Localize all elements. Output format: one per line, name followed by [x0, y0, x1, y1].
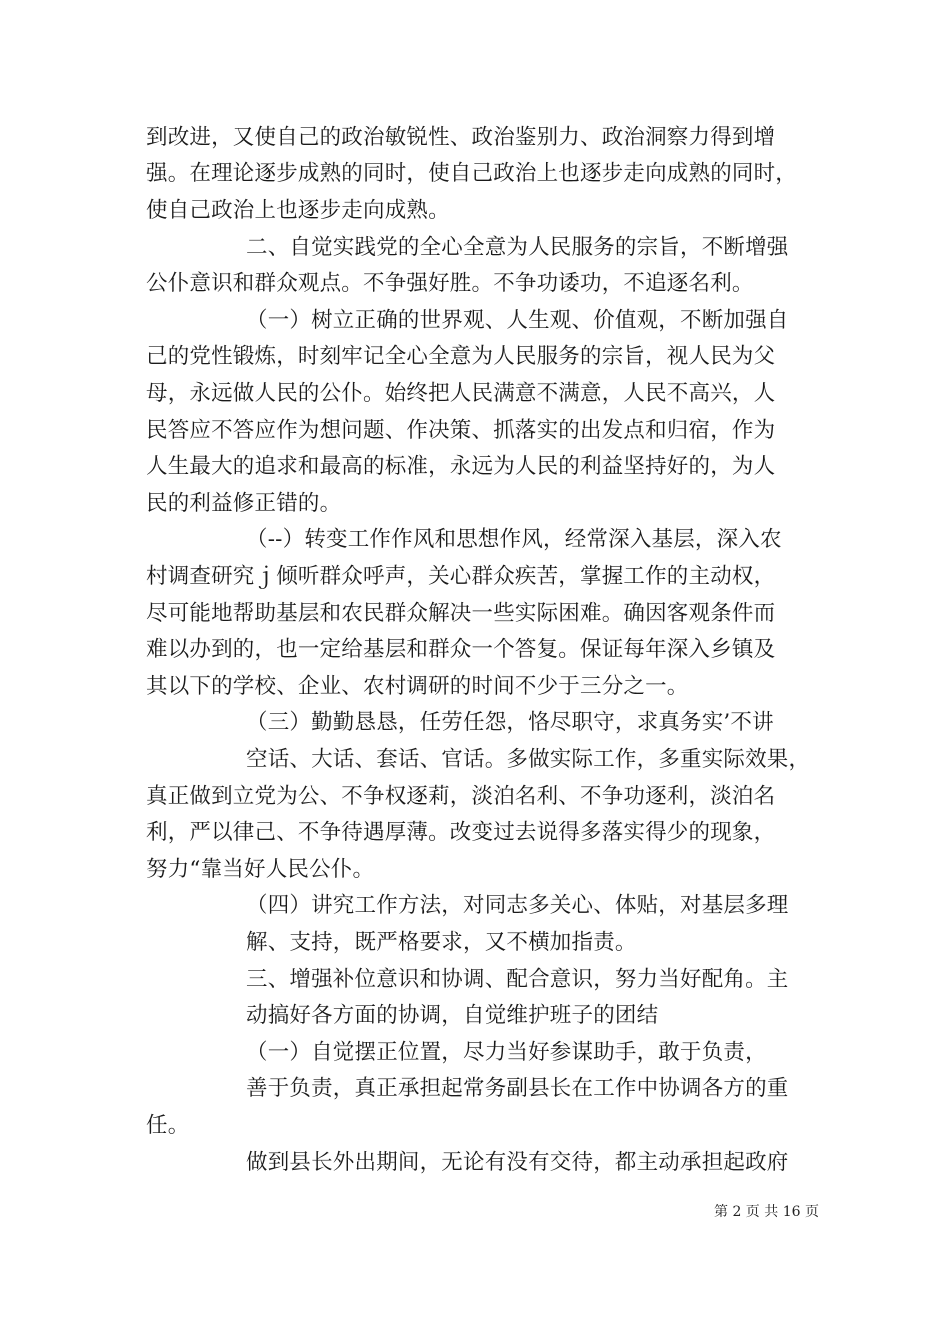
text-line-29: 做到县长外出期间，无论有没有交待，都主动承担起政府 [246, 1150, 789, 1175]
text-line-7: 己的党性锻炼，时刻牢记全心全意为人民服务的宗旨，视人民为父 [146, 344, 776, 369]
text-line-27: 善于负责，真正承担起常务副县长在工作中协调各方的重 [246, 1076, 789, 1101]
text-line-21: 努力“靠当好人民公仆。 [146, 857, 375, 882]
text-line-5: 公仆意识和群众观点。不争强好胜。不争功诿功，不追逐名利。 [146, 271, 754, 296]
text-line-2: 强。在理论逐步成熟的同时，使自己政治上也逐步走向成熟的同时， [146, 161, 798, 186]
text-line-20: 利，严以律己、不争待遇厚薄。改变过去说得多落实得少的现象， [146, 820, 776, 845]
text-line-11: 民的利益修正错的。 [146, 491, 342, 516]
text-line-3: 使自己政治上也逐步走向成熟。 [146, 198, 450, 223]
text-line-28: 任。 [146, 1113, 190, 1138]
page-number-footer: 第 2 页 共 16 页 [714, 1204, 819, 1220]
text-line-8: 母，永远做人民的公仆。始终把人民满意不满意，人民不高兴，人 [146, 381, 776, 406]
text-line-23: 解、支持，既严格要求，又不横加指责。 [246, 930, 637, 955]
text-line-13: 村调查研究ｊ倾听群众呼声，关心群众疾苦，掌握工作的主动权， [146, 564, 776, 589]
text-line-1: 到改进，又使自己的政治敏锐性、政治鉴别力、政治洞察力得到增 [146, 125, 776, 150]
text-line-14: 尽可能地帮助基层和农民群众解决一些实际困难。确因客观条件而 [146, 601, 776, 626]
text-line-25: 动搞好各方面的协调，自觉维护班子的团结 [246, 1003, 659, 1028]
text-line-18: 空话、大话、套话、官话。多做实际工作，多重实际效果， [246, 747, 811, 772]
text-line-10: 人生最大的追求和最高的标准，永远为人民的利益坚持好的，为人 [146, 454, 776, 479]
text-line-15: 难以办到的，也一定给基层和群众一个答复。保证每年深入乡镇及 [146, 637, 776, 662]
text-line-12: （--）转变工作作风和思想作风，经常深入基层，深入农 [246, 527, 782, 552]
text-line-9: 民答应不答应作为想问题、作决策、抓落实的出发点和归宿，作为 [146, 418, 776, 443]
text-line-22: （四）讲究工作方法，对同志多关心、体贴，对基层多理 [246, 893, 789, 918]
text-line-16: 其以下的学校、企业、农村调研的时间不少于三分之一。 [146, 674, 689, 699]
text-line-24: 三、增强补位意识和协调、配合意识，努力当好配角。主 [246, 967, 789, 992]
text-line-19: 真正做到立党为公、不争权逐莉，淡泊名利、不争功逐利，淡泊名 [146, 784, 776, 809]
text-line-26: （一）自觉摆正位置，尽力当好参谋助手，敢于负责， [246, 1040, 767, 1065]
text-line-6: （一）树立正确的世界观、人生观、价值观，不断加强自 [246, 308, 789, 333]
text-line-4: 二、自觉实践党的全心全意为人民服务的宗旨，不断增强 [246, 235, 789, 260]
text-line-17: （三）勤勤恳恳，任劳任怨，恪尽职守，求真务实’不讲 [246, 710, 774, 735]
